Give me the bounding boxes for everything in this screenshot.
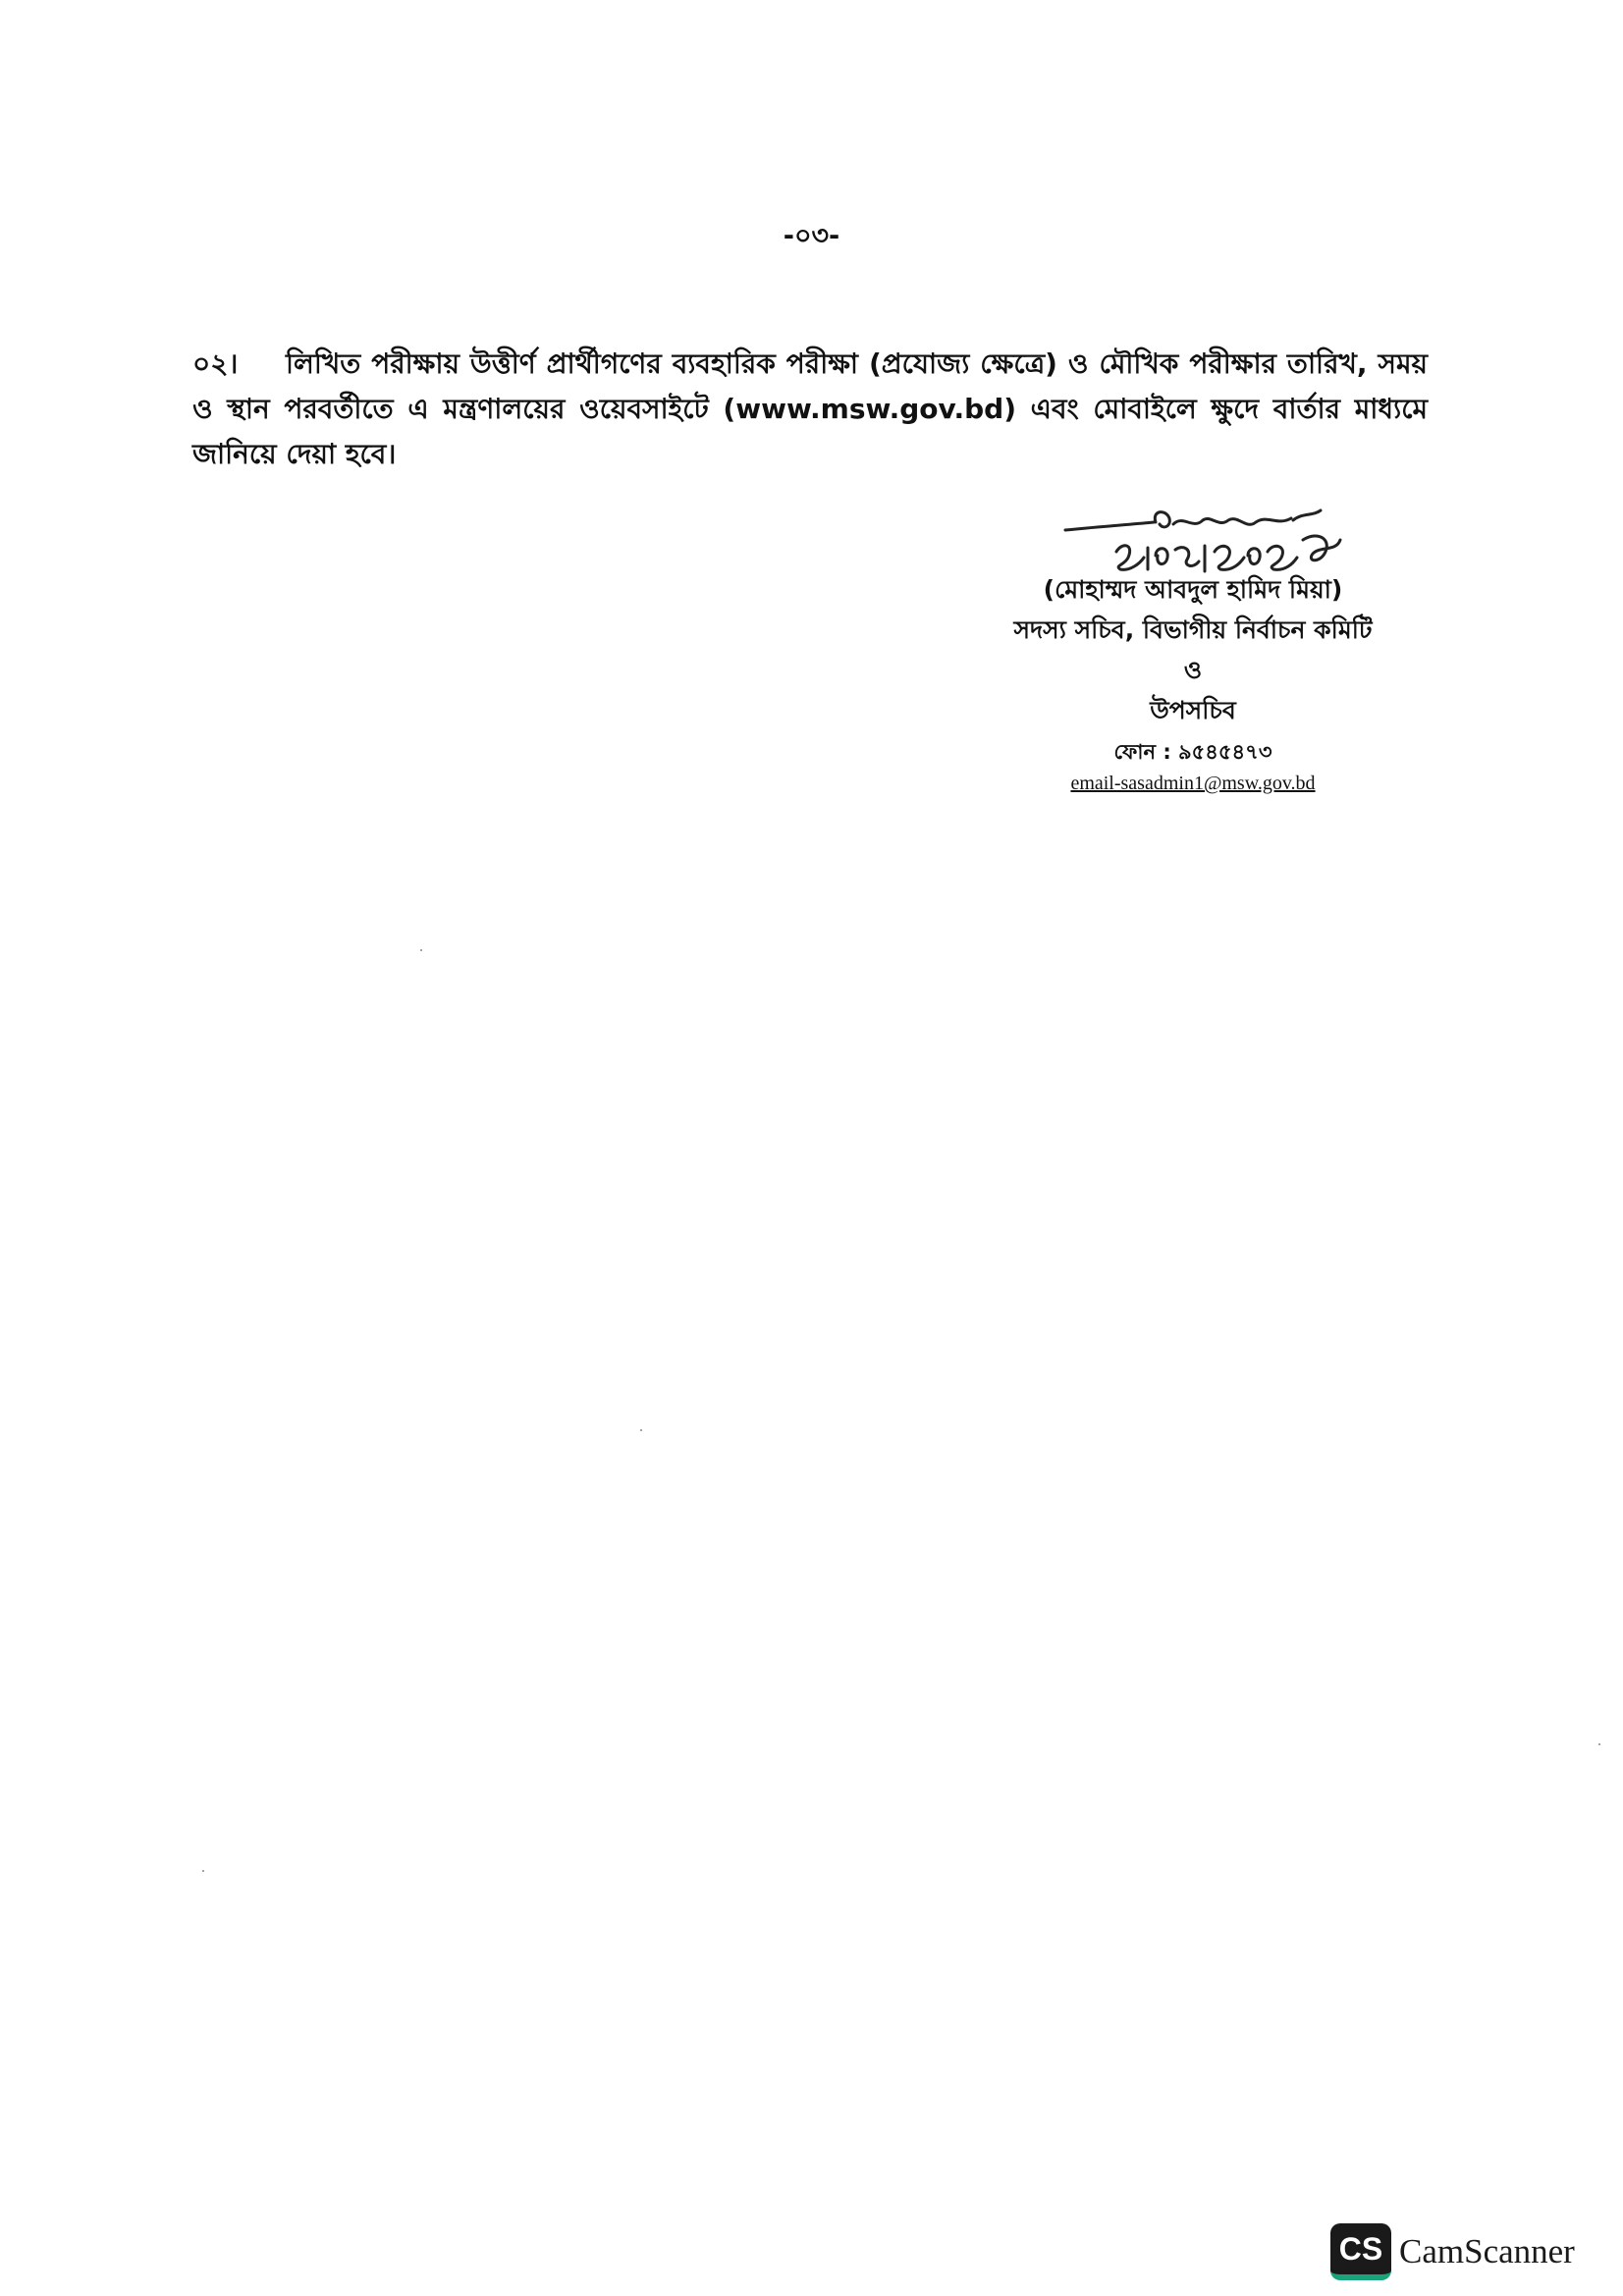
scan-speck [202,1870,204,1872]
signatory-conjunction: ও [1183,656,1203,684]
signatory-name: (মোহাম্মদ আবদুল হামিদ মিয়া) [1043,575,1343,604]
camscanner-name: CamScanner [1399,2232,1575,2270]
body-paragraph [192,342,1428,477]
scan-speck [1598,1743,1600,1745]
camscanner-watermark [1330,2223,1575,2280]
camscanner-logo-icon [1330,2223,1391,2280]
page-number: -০৩- [783,221,840,251]
paragraph-text: লিখিত পরীক্ষায় উত্তীর্ণ প্রার্থীগণের ব্যবহারিক পরীক্ষা (প্রযোজ্য ক্ষেত্রে) ও মৌখিক পরীক্ষার তারিখ, সময় ও স্থান পরবর্তীতে এ মন্ত্রণালয়ের ওয়েবসাইটে (www.msw.gov.bd) এবং মোবাইলে ক্ষুদে বার্তার মাধ্যমে জানিয়ে দেয়া হবে। [192,347,1428,470]
camscanner-logo-text: CS [1338,2230,1383,2267]
signatory-email: email-sasadmin1@msw.gov.bd [1070,773,1316,794]
scan-speck [640,1429,642,1431]
paragraph-number: ০২। [192,347,239,380]
scan-speck [420,949,422,951]
signatory-designation: সদস্য সচিব, বিভাগীয় নির্বাচন কমিটি [1013,615,1373,644]
signatory-phone: ফোন : ৯৫৪৫৪৭৩ [1113,740,1272,764]
signature-block [962,569,1424,797]
signatory-title: উপসচিব [1150,696,1236,724]
